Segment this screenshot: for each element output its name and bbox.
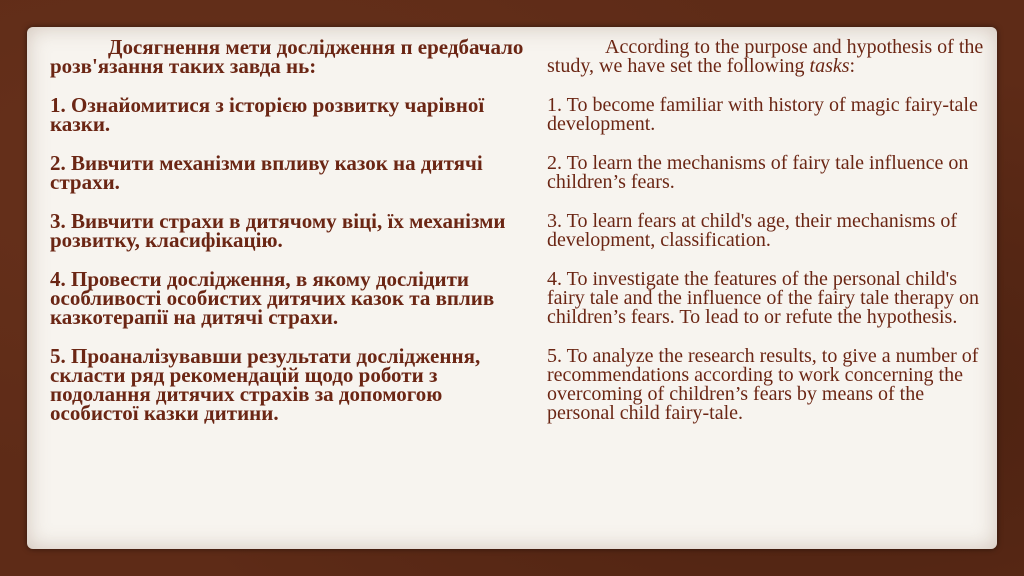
english-intro [547,38,987,76]
ukrainian-task-2: 2. Вивчити механізми впливу казок на дитячі страхи. [50,151,483,194]
slide-card [27,27,997,549]
ukrainian-intro: Досягнення мети дослідження п ередбачало розв'язання таких завда нь: [50,35,524,78]
english-task-2: 2. To learn the mechanisms of fairy tale influence on children’s fears. [547,152,969,193]
ukrainian-task-1: 1. Ознайомитися з історією розвитку чарівної казки. [50,93,485,136]
english-intro-emphasis: tasks [809,55,850,77]
ukrainian-task-4: 4. Провести дослідження, в якому дослідити особливості особистих дитячих казок та вплив казкотерапії на дитячі страхи. [50,267,495,329]
english-task-4: 4. To investigate the features of the personal child's fairy tale and the influence of the fairy tale therapy on children’s fears. To lead to or refute the hypothesis. [547,268,980,328]
english-column [547,38,987,443]
english-task-5: 5. To analyze the research results, to give a number of recommendations according to work concerning the overcoming of children’s fears by means of the personal child fairy-tale. [547,345,979,424]
ukrainian-task-3: 3. Вивчити страхи в дитячому віці, їх механізми розвитку, класифікацію. [50,209,506,252]
english-intro-colon: : [849,55,856,77]
ukrainian-column [50,35,525,443]
english-intro-text: According to the purpose and hypothesis of the study, we have set the following [547,36,984,77]
english-task-3: 3. To learn fears at child's age, their mechanisms of development, classification. [547,210,958,251]
english-task-1: 1. To become familiar with history of magic fairy-tale development. [547,94,978,135]
ukrainian-task-5: 5. Проаналізувавши результати дослідження, скласти ряд рекомендацій щодо роботи з подолання дитячих страхів за допомогою особистої казки дитини. [50,344,481,425]
